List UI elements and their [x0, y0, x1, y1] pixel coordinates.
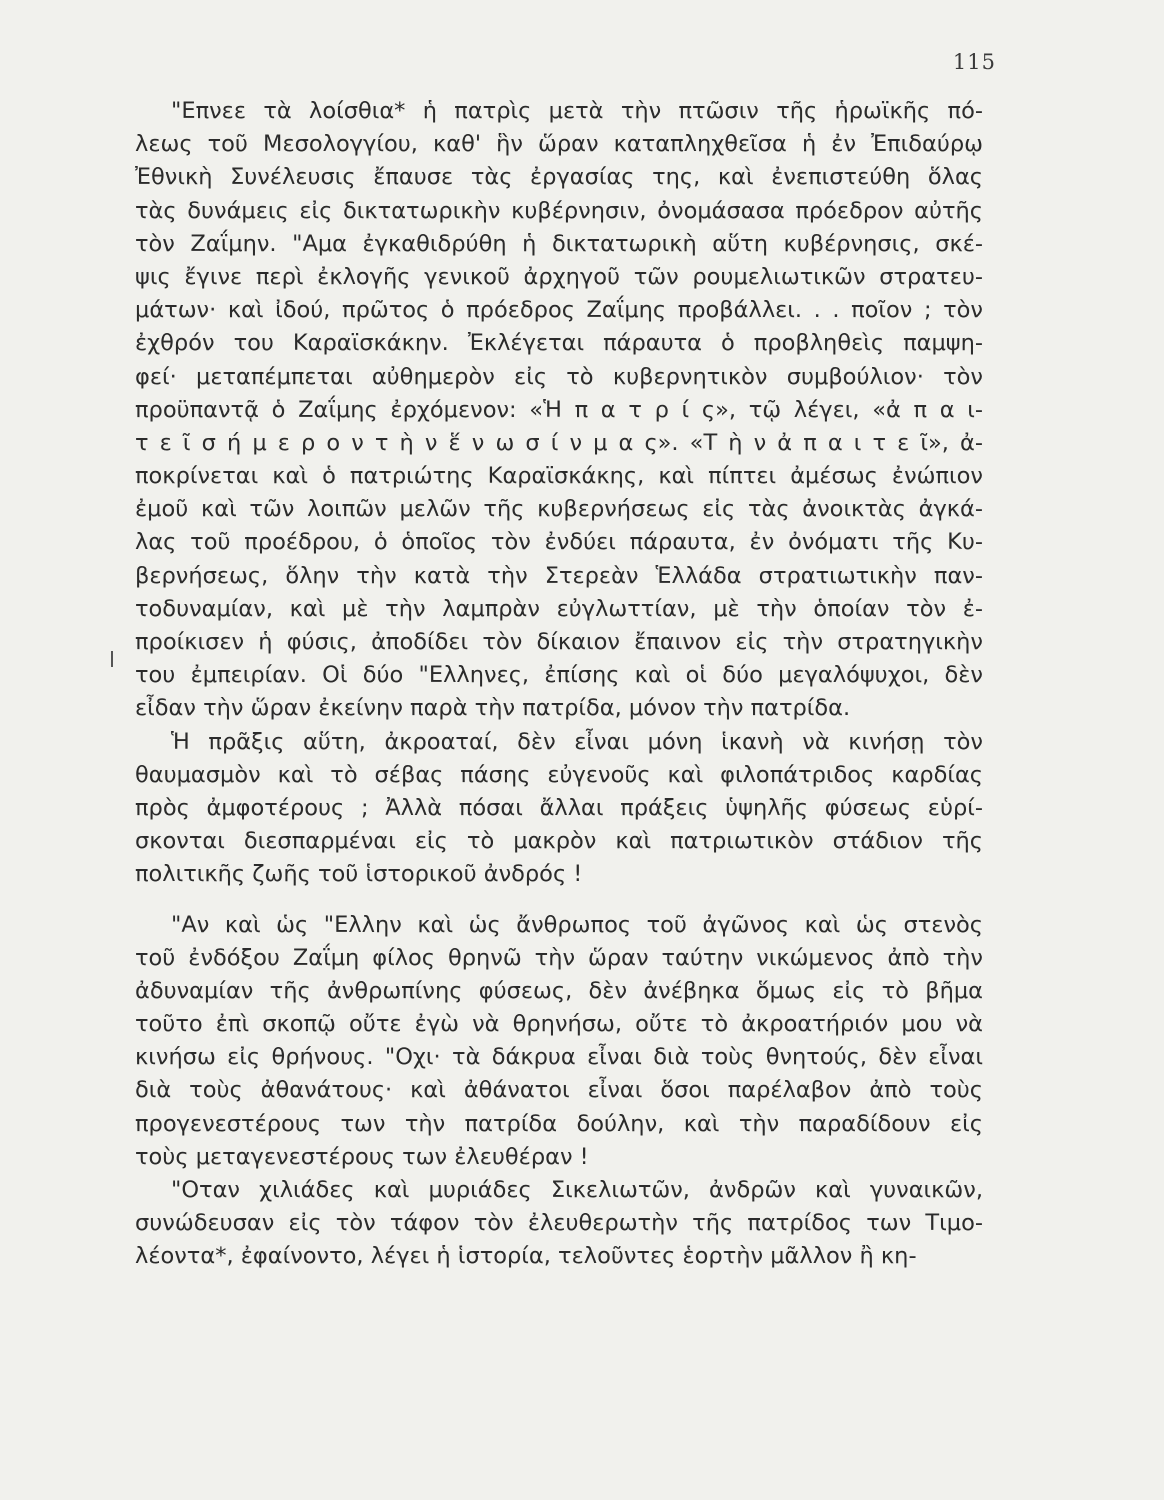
margin-mark [111, 651, 113, 667]
text-line: ἐχθρόν του Καραϊσκάκην. Ἐκλέγεται πάραυτα ὁ προβληθεὶς παμψη- [135, 330, 983, 357]
text-line: λέοντα*, ἐφαίνοντο, λέγει ἡ ἱστορία, τελοῦντες ἑορτὴν μᾶλλον ἢ κη- [135, 1243, 917, 1270]
body-text [135, 95, 983, 1274]
text-line: διὰ τοὺς ἀθανάτους· καὶ ἀθάνατοι εἶναι ὅσοι παρέλαβον ἀπὸ τοὺς [135, 1077, 983, 1104]
text-line: προϋπαντᾷ ὁ Ζαΐμης ἐρχόμενον: «Ἡ π α τ ρ ί ς», τῷ λέγει, «ἀ π α ι- [135, 396, 983, 423]
text-line: "Οταν χιλιάδες καὶ μυριάδες Σικελιωτῶν, ἀνδρῶν καὶ γυναικῶν, [171, 1177, 983, 1203]
text-line: πολιτικῆς ζωῆς τοῦ ἱστορικοῦ ἀνδρός ! [135, 861, 583, 888]
text-line: ψις ἔγινε περὶ ἐκλογῆς γενικοῦ ἀρχηγοῦ τῶν ρουμελιωτικῶν στρατευ- [135, 263, 983, 290]
text-line: ποκρίνεται καὶ ὁ πατριώτης Καραϊσκάκης, καὶ πίπτει ἀμέσως ἐνώπιον [135, 463, 983, 490]
text-line: τοῦ ἐνδόξου Ζαΐμη φίλος θρηνῶ τὴν ὥραν ταύτην νικώμενος ἀπὸ τὴν [135, 944, 983, 971]
text-line: μάτων· καὶ ἰδού, πρῶτος ὁ πρόεδρος Ζαΐμης προβάλλει. . . ποῖον ; τὸν [135, 297, 983, 324]
page-number: 115 [952, 50, 996, 74]
paragraph [135, 1174, 983, 1274]
text-line: τοδυναμίαν, καὶ μὲ τὴν λαμπρὰν εὐγλωττίαν, μὲ τὴν ὁποίαν τὸν ἐ- [135, 595, 983, 622]
text-line: προίκισεν ἡ φύσις, ἀποδίδει τὸν δίκαιον ἔπαινον εἰς τὴν στρατηγικὴν [135, 629, 983, 655]
paragraph [135, 909, 983, 1175]
text-line: πρὸς ἀμφοτέρους ; Ἀλλὰ πόσαι ἄλλαι πράξεις ὑψηλῆς φύσεως εὑρί- [135, 794, 983, 821]
text-line: συνώδευσαν εἰς τὸν τάφον τὸν ἐλευθερωτὴν τῆς πατρίδος των Τιμο- [135, 1210, 983, 1237]
text-line: ἀδυναμίαν τῆς ἀνθρωπίνης φύσεως, δὲν ἀνέβηκα ὅμως εἰς τὸ βῆμα [135, 977, 983, 1004]
text-line: κινήσω εἰς θρήνους. "Οχι· τὰ δάκρυα εἶναι διὰ τοὺς θνητούς, δὲν εἶναι [135, 1044, 983, 1071]
text-line: ἐμοῦ καὶ τῶν λοιπῶν μελῶν τῆς κυβερνήσεως εἰς τὰς ἀνοικτὰς ἀγκά- [135, 496, 983, 523]
text-line: τοὺς μεταγενεστέρους των ἐλευθέραν ! [135, 1143, 589, 1170]
text-line: "Επνεε τὰ λοίσθια* ἡ πατρὶς μετὰ τὴν πτῶσιν τῆς ἡρωϊκῆς πό- [171, 98, 983, 124]
text-line: "Αν καὶ ὡς "Ελλην καὶ ὡς ἄνθρωπος τοῦ ἀγῶνος καὶ ὡς στενὸς [171, 911, 983, 938]
text-line: εἶδαν τὴν ὥραν ἐκείνην παρὰ τὴν πατρίδα, μόνον τὴν πατρίδα. [135, 695, 851, 722]
text-line: λεως τοῦ Μεσολογγίου, καθ' ἣν ὥραν καταπληχθεῖσα ἡ ἐν Ἐπιδαύρῳ [135, 131, 983, 158]
paragraph-gap [135, 892, 983, 909]
text-line: φεί· μεταπέμπεται αὐθημερὸν εἰς τὸ κυβερνητικὸν συμβούλιον· τὸν [135, 363, 983, 390]
paragraph [135, 95, 983, 726]
text-line: τὰς δυνάμεις εἰς δικτατωρικὴν κυβέρνησιν, ὀνομάσασα πρόεδρον αὐτῆς [135, 197, 983, 224]
paragraph [135, 726, 983, 892]
text-line: τοῦτο ἐπὶ σκοπῷ οὔτε ἐγὼ νὰ θρηνήσω, οὔτε τὸ ἀκροατήριόν μου νὰ [135, 1011, 983, 1038]
text-line: του ἐμπειρίαν. Οἱ δύο "Ελληνες, ἐπίσης καὶ οἱ δύο μεγαλόψυχοι, δὲν [135, 662, 983, 689]
text-line: προγενεστέρους των τὴν πατρίδα δούλην, καὶ τὴν παραδίδουν εἰς [135, 1110, 983, 1137]
text-line: λας τοῦ προέδρου, ὁ ὁποῖος τὸν ἐνδύει πάραυτα, ἐν ὀνόματι τῆς Κυ- [135, 529, 983, 556]
text-line: σκονται διεσπαρμέναι εἰς τὸ μακρὸν καὶ πατριωτικὸν στάδιον τῆς [135, 828, 983, 855]
text-line: θαυμασμὸν καὶ τὸ σέβας πάσης εὐγενοῦς καὶ φιλοπάτριδος καρδίας [135, 761, 983, 788]
text-line: Ἐθνικὴ Συνέλευσις ἔπαυσε τὰς ἐργασίας της, καὶ ἐνεπιστεύθη ὅλας [135, 164, 983, 191]
text-line: τ ε ῖ σ ή μ ε ρ ο ν τ ὴ ν ἕ ν ω σ ί ν μ α ς». «Τ ὴ ν ἀ π α ι τ ε ῖ», ἀ- [135, 429, 983, 456]
text-line: βερνήσεως, ὅλην τὴν κατὰ τὴν Στερεὰν Ἑλλάδα στρατιωτικὴν παν- [135, 562, 983, 589]
text-line: τὸν Ζαΐμην. "Αμα ἐγκαθιδρύθη ἡ δικτατωρικὴ αὕτη κυβέρνησις, σκέ- [135, 230, 983, 257]
text-line: Ἡ πρᾶξις αὕτη, ἀκροαταί, δὲν εἶναι μόνη ἱκανὴ νὰ κινήσῃ τὸν [171, 728, 983, 755]
